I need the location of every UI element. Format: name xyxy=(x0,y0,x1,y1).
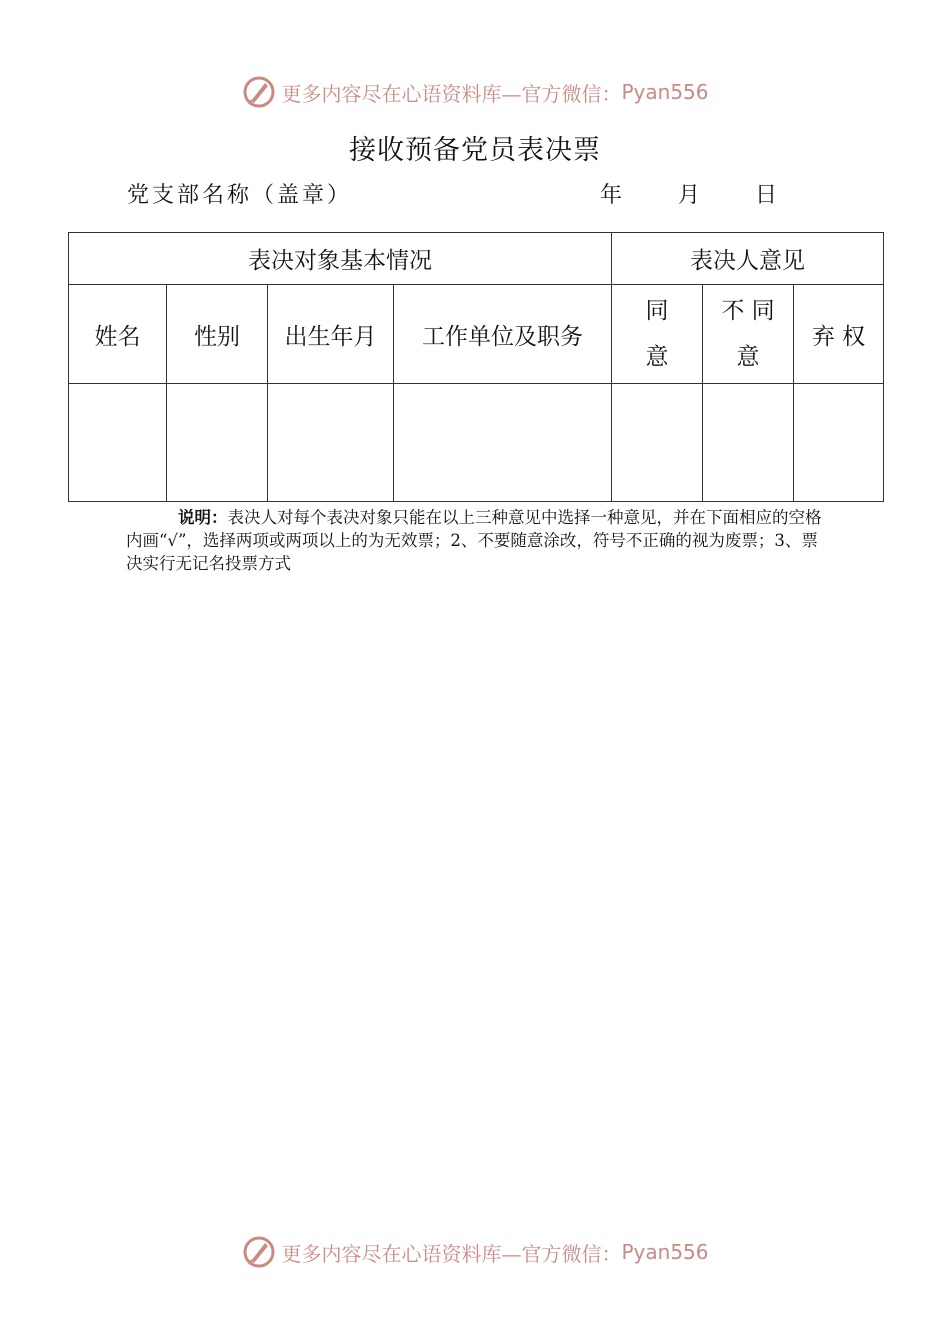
day-label: 日 xyxy=(755,183,778,208)
col-agree xyxy=(612,285,703,384)
watermark-top xyxy=(0,72,950,112)
watermark-bottom xyxy=(0,1232,950,1272)
table-row xyxy=(69,384,884,502)
cell-disagree[interactable] xyxy=(703,384,794,502)
col-disagree-line2: 意 xyxy=(736,344,760,370)
cell-gender[interactable] xyxy=(167,384,268,502)
year-label: 年 xyxy=(600,183,623,208)
group-voter-opinion: 表决人意见 xyxy=(612,233,884,285)
watermark-text: 更多内容尽在心语资料库—官方微信： xyxy=(281,1241,622,1266)
col-agree-line2: 意 xyxy=(645,344,669,370)
col-name: 姓名 xyxy=(69,285,167,384)
page-title: 接收预备党员表决票 xyxy=(349,135,601,166)
watermark-account: Pyan556 xyxy=(621,80,709,104)
vote-table xyxy=(68,232,884,502)
quill-logo-icon xyxy=(241,74,277,110)
col-gender: 性别 xyxy=(167,285,268,384)
col-disagree xyxy=(703,285,794,384)
note-text: 表决人对每个表决对象只能在以上三种意见中选择一种意见，并在下面相应的空格内画“√”，选择两项或两项以上的为无效票；2、不要随意涂改，符号不正确的视为废票；3、票决实行无记名投票方式 xyxy=(126,508,822,573)
quill-logo-icon xyxy=(241,1234,277,1270)
col-agree-line1: 同 xyxy=(645,298,669,324)
cell-work[interactable] xyxy=(394,384,612,502)
month-label: 月 xyxy=(678,183,701,208)
col-work: 工作单位及职务 xyxy=(394,285,612,384)
watermark-text: 更多内容尽在心语资料库—官方微信： xyxy=(281,81,622,106)
cell-birth[interactable] xyxy=(268,384,394,502)
col-birth: 出生年月 xyxy=(268,285,394,384)
table-header-row xyxy=(69,285,884,384)
table-group-row xyxy=(69,233,884,285)
cell-abstain[interactable] xyxy=(794,384,884,502)
group-basic-info: 表决对象基本情况 xyxy=(69,233,612,285)
col-disagree-line1: 不 同 xyxy=(721,298,775,324)
note-label: 说明： xyxy=(178,508,228,527)
branch-label: 党支部名称（盖章） xyxy=(127,183,353,208)
cell-agree[interactable] xyxy=(612,384,703,502)
note-paragraph xyxy=(126,506,826,575)
cell-name[interactable] xyxy=(69,384,167,502)
watermark-account: Pyan556 xyxy=(621,1240,709,1264)
col-abstain: 弃 权 xyxy=(794,285,884,384)
